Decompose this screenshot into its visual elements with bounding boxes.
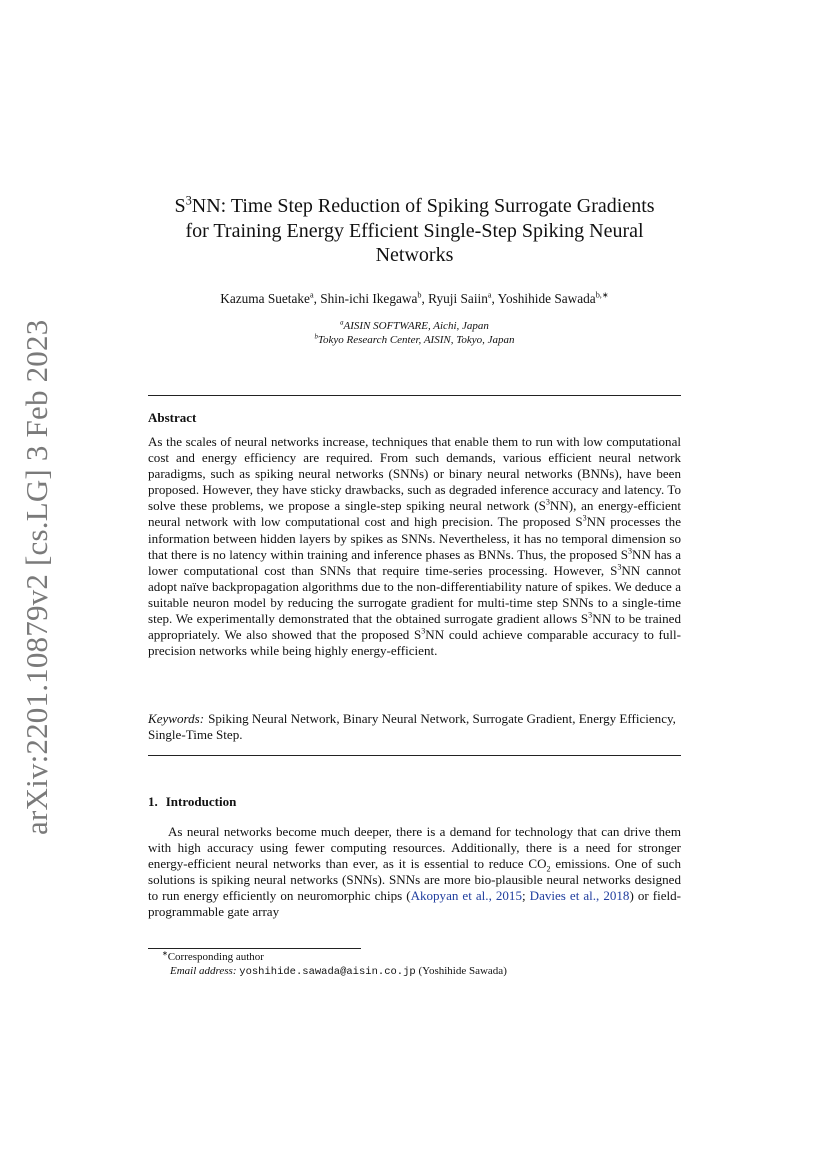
author: Kazuma Suetake$^a$ xyxy=(220,290,314,306)
footnote-corresponding: ∗Corresponding author xyxy=(162,950,264,963)
keywords xyxy=(148,711,681,743)
arxiv-identifier-stamp: arXiv:2201.10879v2 [cs.LG] 3 Feb 2023 xyxy=(19,319,54,835)
author: Ryuji Saiin$^a$ xyxy=(428,290,492,306)
title-line2: for Training Energy Efficient Single-Step Spiking Neural xyxy=(185,219,644,242)
keywords-label: Keywords: xyxy=(148,711,205,726)
abstract-text: As the scales of neural networks increase, techniques that enable them to run with low computational cost and energy efficiency are required. From such demands, various efficient neural network paradigms, such as spiking neural networks (SNNs) or binary neural networks (BNNs), have been proposed. However, they have sticky drawbacks, such as degraded inference accuracy and latency. To solve these problems, we propose a single-step spiking neural network $(S^3NN)$, an energy-efficient neural network with low computational cost and high precision. The proposed $S^3NN$ processes the information between hidden layers by spikes as SNNs. Nevertheless, it has no temporal dimension so that there is no latency within training and inference phases as BNNs. Thus, the proposed $S^3NN$ has a lower computational cost than SNNs that require time-series processing. However, $S^3NN$ cannot adopt naïve backpropagation algorithms due to the non-differentiability nature of spikes. We deduce a suitable neuron model by reducing the surrogate gradient for multi-time step SNNs to a single-time step. We experimentally demonstrated that the obtained surrogate gradient allows $S^3NN$ to be trained appropriately. We also showed that the proposed $S^3NN$ could achieve comparable accuracy to full-precision networks while being highly energy-efficient. xyxy=(148,434,682,659)
introduction-paragraph: As neural networks become much deeper, there is a demand for technology that can drive them with high accuracy using fewer computing resources. Additionally, there is a need for stronger energy-efficient neural networks than ever, as it is essential to reduce $CO_2$ emissions. One of such solutions is spiking neural networks (SNNs). SNNs are more bio-plausible neural networks designed to run energy efficiently on neuromorphic chips (Akopyan et al., 2015; Davies et al., 2018) or field-programmable gate array xyxy=(148,824,681,920)
citation-link[interactable]: Davies et al., 2018 xyxy=(529,888,630,904)
divider xyxy=(148,395,681,396)
footnote-divider xyxy=(148,948,361,949)
title-line3: Networks xyxy=(375,244,454,266)
footnote-email: Email address: yoshihide.sawada@aisin.co.jp (Yoshihide Sawada) xyxy=(170,965,507,978)
keywords-text: Spiking Neural Network, Binary Neural Network, Surrogate Gradient, Energy Efficiency, Single-Time Step. xyxy=(148,711,676,743)
divider xyxy=(148,755,681,756)
author: Shin-ichi Ikegawa$^b$ xyxy=(320,290,422,306)
abstract-heading: Abstract xyxy=(148,410,197,425)
email-address[interactable]: yoshihide.sawada@aisin.co.jp xyxy=(239,966,416,978)
affiliation: $^a$AISIN SOFTWARE, Aichi, Japan xyxy=(340,319,489,332)
affiliation: $^b$Tokyo Research Center, AISIN, Tokyo, Japan xyxy=(314,333,515,346)
citation-link[interactable]: Akopyan et al., 2015 xyxy=(410,888,522,904)
author: Yoshihide Sawada$^{b,∗}$ xyxy=(497,290,609,306)
title-line1: $S^3NN$: Time Step Reduction of Spiking Surrogate Gradients xyxy=(174,193,655,217)
paper-title xyxy=(148,194,681,268)
section-heading: 1. Introduction xyxy=(148,794,237,809)
author-list: Kazuma Suetake$^a$, Shin-ichi Ikegawa$^b$, Ryuji Saiin$^a$, Yoshihide Sawada$^{b,∗}$ xyxy=(220,290,609,306)
